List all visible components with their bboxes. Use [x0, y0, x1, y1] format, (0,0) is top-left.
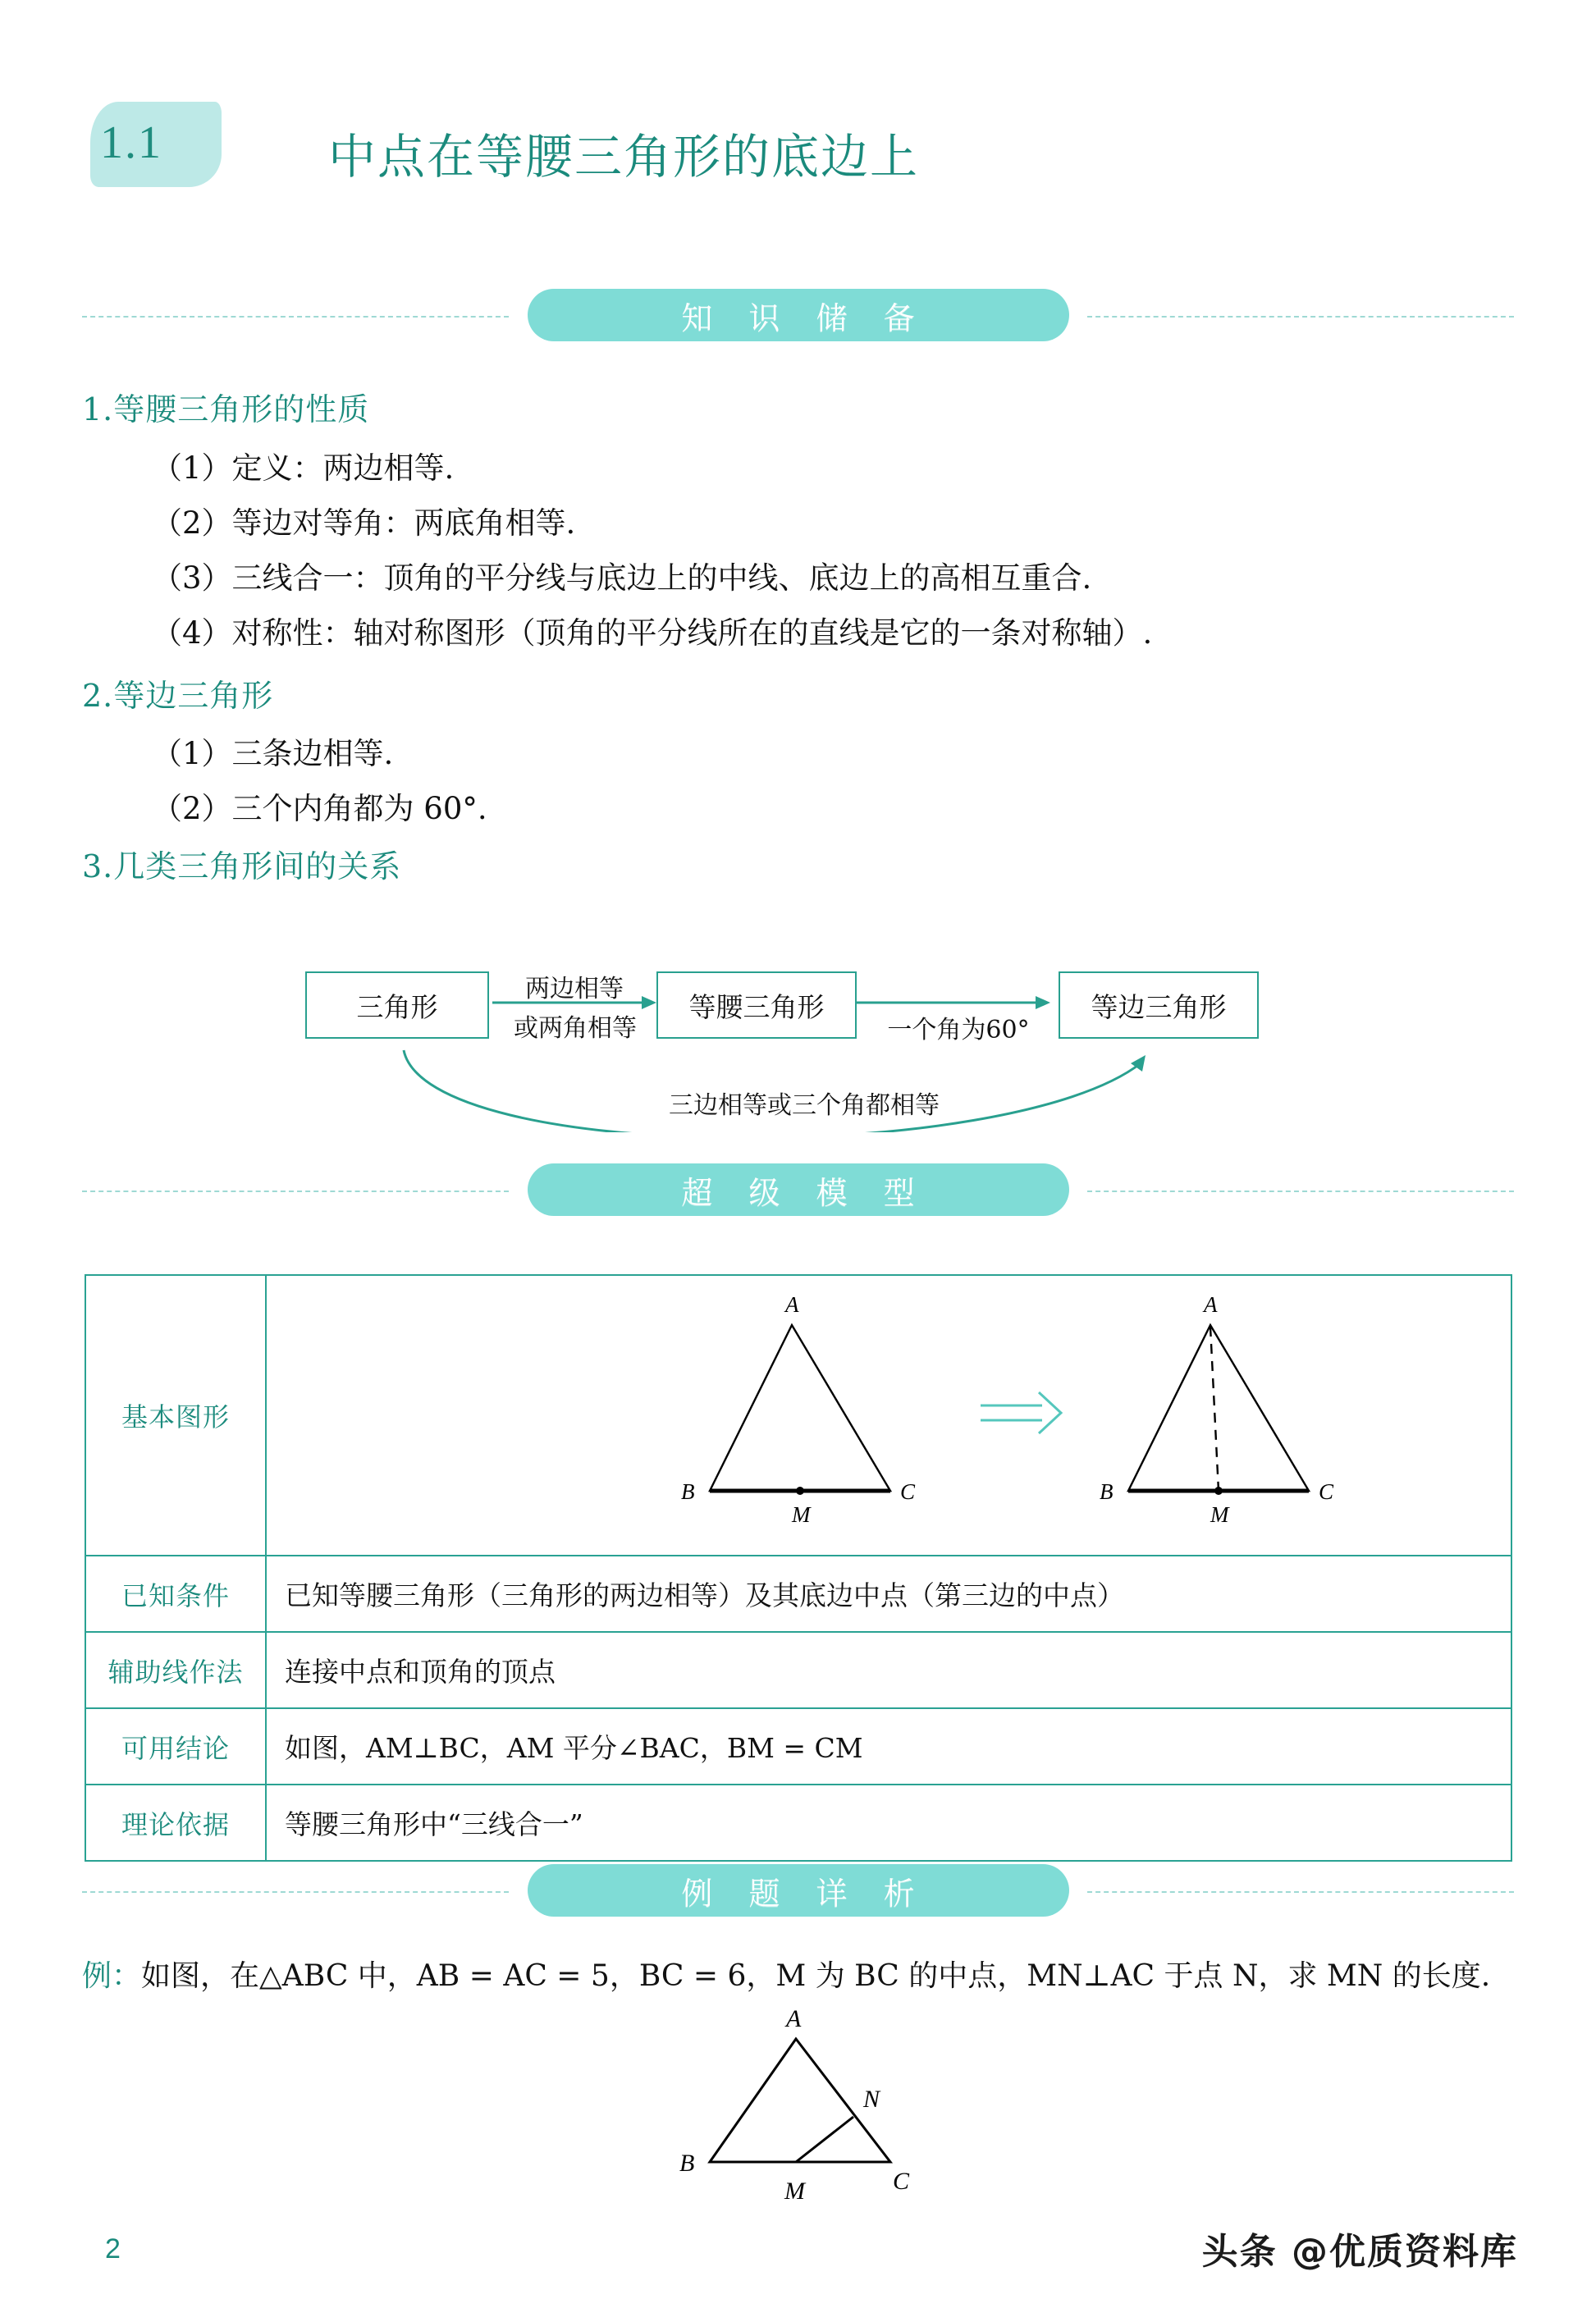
svg-text:C: C — [1319, 1479, 1334, 1504]
knowledge-badge-row — [0, 289, 1596, 343]
svg-text:B: B — [1100, 1479, 1114, 1504]
knowledge-heading-2: 2.等边三角形 — [82, 678, 274, 714]
page-title: 中点在等腰三角形的底边上 — [328, 129, 920, 185]
knowledge-heading-1: 1.等腰三角形的性质 — [82, 391, 370, 427]
basic-figure-cell — [267, 1276, 1511, 1555]
flow-label-one-angle-60: 一个角为60° — [887, 1016, 1030, 1044]
badge-rule-left-3 — [82, 1891, 509, 1893]
section-number: 1.1 — [100, 117, 162, 168]
triangle-relations-diagram — [0, 903, 1596, 1132]
knowledge-item-2-1: （1）三条边相等. — [152, 736, 394, 771]
isosceles-triangle-figures-svg — [267, 1276, 1506, 1555]
badge-model: 超 级 模 型 — [528, 1163, 1069, 1216]
knowledge-heading-3: 3.几类三角形间的关系 — [82, 848, 402, 884]
table-key-auxiliary-line: 辅助线作法 — [86, 1633, 267, 1707]
svg-text:A: A — [1204, 1292, 1218, 1317]
knowledge-item-1-3: （3）三线合一：顶角的平分线与底边上的中线、底边上的高相互重合. — [152, 560, 1092, 596]
svg-text:N: N — [863, 2086, 880, 2113]
table-row — [86, 1276, 1511, 1556]
table-value-given-conditions: 已知等腰三角形（三角形的两边相等）及其底边中点（第三边的中点） — [285, 1579, 1124, 1611]
table-row — [86, 1556, 1511, 1633]
badge-rule-right-2 — [1087, 1191, 1514, 1192]
example-triangle-figure-svg — [648, 2002, 993, 2248]
knowledge-item-1-4: （4）对称性：轴对称图形（顶角的平分线所在的直线是它的一条对称轴）. — [152, 615, 1153, 651]
svg-text:M: M — [1210, 1502, 1229, 1527]
svg-text:C: C — [900, 1479, 916, 1504]
page-number: 2 — [105, 2233, 121, 2265]
badge-rule-right — [1087, 316, 1514, 318]
example-tag: 例： — [82, 1959, 142, 1993]
page-header — [0, 98, 1596, 189]
knowledge-item-2-2: （2）三个内角都为 60°. — [152, 791, 487, 826]
svg-text:B: B — [681, 1479, 695, 1504]
badge-knowledge: 知 识 储 备 — [528, 289, 1069, 341]
model-badge-row — [0, 1163, 1596, 1218]
table-row — [86, 1633, 1511, 1709]
example-text: 如图，在△ABC 中，AB = AC = 5，BC = 6，M 为 BC 的中点，MN⊥AC 于点 N，求 MN 的长度. — [141, 1959, 1491, 1993]
svg-text:M: M — [784, 2178, 805, 2205]
table-key-usable-conclusion: 可用结论 — [86, 1709, 267, 1784]
badge-rule-left-2 — [82, 1191, 509, 1192]
flow-box-triangle: 三角形 — [305, 971, 489, 1039]
example-badge-row — [0, 1864, 1596, 1918]
svg-text:B: B — [679, 2150, 695, 2177]
flow-label-three-sides-equal: 三边相等或三个角都相等 — [669, 1091, 940, 1120]
knowledge-item-1-1: （1）定义：两边相等. — [152, 450, 455, 486]
table-row — [86, 1709, 1511, 1785]
watermark: 头条 @优质资料库 — [1201, 2231, 1518, 2273]
flow-label-two-sides-equal: 两边相等 — [525, 975, 624, 1003]
badge-example: 例 题 详 析 — [528, 1864, 1069, 1917]
svg-text:C: C — [893, 2168, 910, 2195]
badge-rule-right-3 — [1087, 1891, 1514, 1893]
table-key-given-conditions: 已知条件 — [86, 1556, 267, 1631]
svg-text:A: A — [785, 1292, 799, 1317]
flow-label-two-angles-equal: 或两角相等 — [514, 1014, 637, 1043]
badge-rule-left — [82, 316, 509, 318]
table-value-usable-conclusion: 如图，AM⊥BC，AM 平分∠BAC，BM = CM — [285, 1732, 863, 1764]
table-key-basic-figure: 基本图形 — [86, 1276, 267, 1555]
table-row — [86, 1785, 1511, 1860]
example-problem-line — [82, 1953, 1490, 1995]
table-value-auxiliary-line: 连接中点和顶角的顶点 — [285, 1656, 556, 1688]
flow-box-isosceles: 等腰三角形 — [656, 971, 857, 1039]
svg-text:A: A — [786, 2005, 802, 2032]
flow-box-equilateral: 等边三角形 — [1059, 971, 1259, 1039]
knowledge-item-1-2: （2）等边对等角：两底角相等. — [152, 505, 576, 541]
table-key-theoretical-basis: 理论依据 — [86, 1785, 267, 1860]
super-model-table — [85, 1274, 1512, 1862]
svg-text:M: M — [792, 1502, 811, 1527]
table-value-theoretical-basis: 等腰三角形中“三线合一” — [285, 1808, 583, 1840]
